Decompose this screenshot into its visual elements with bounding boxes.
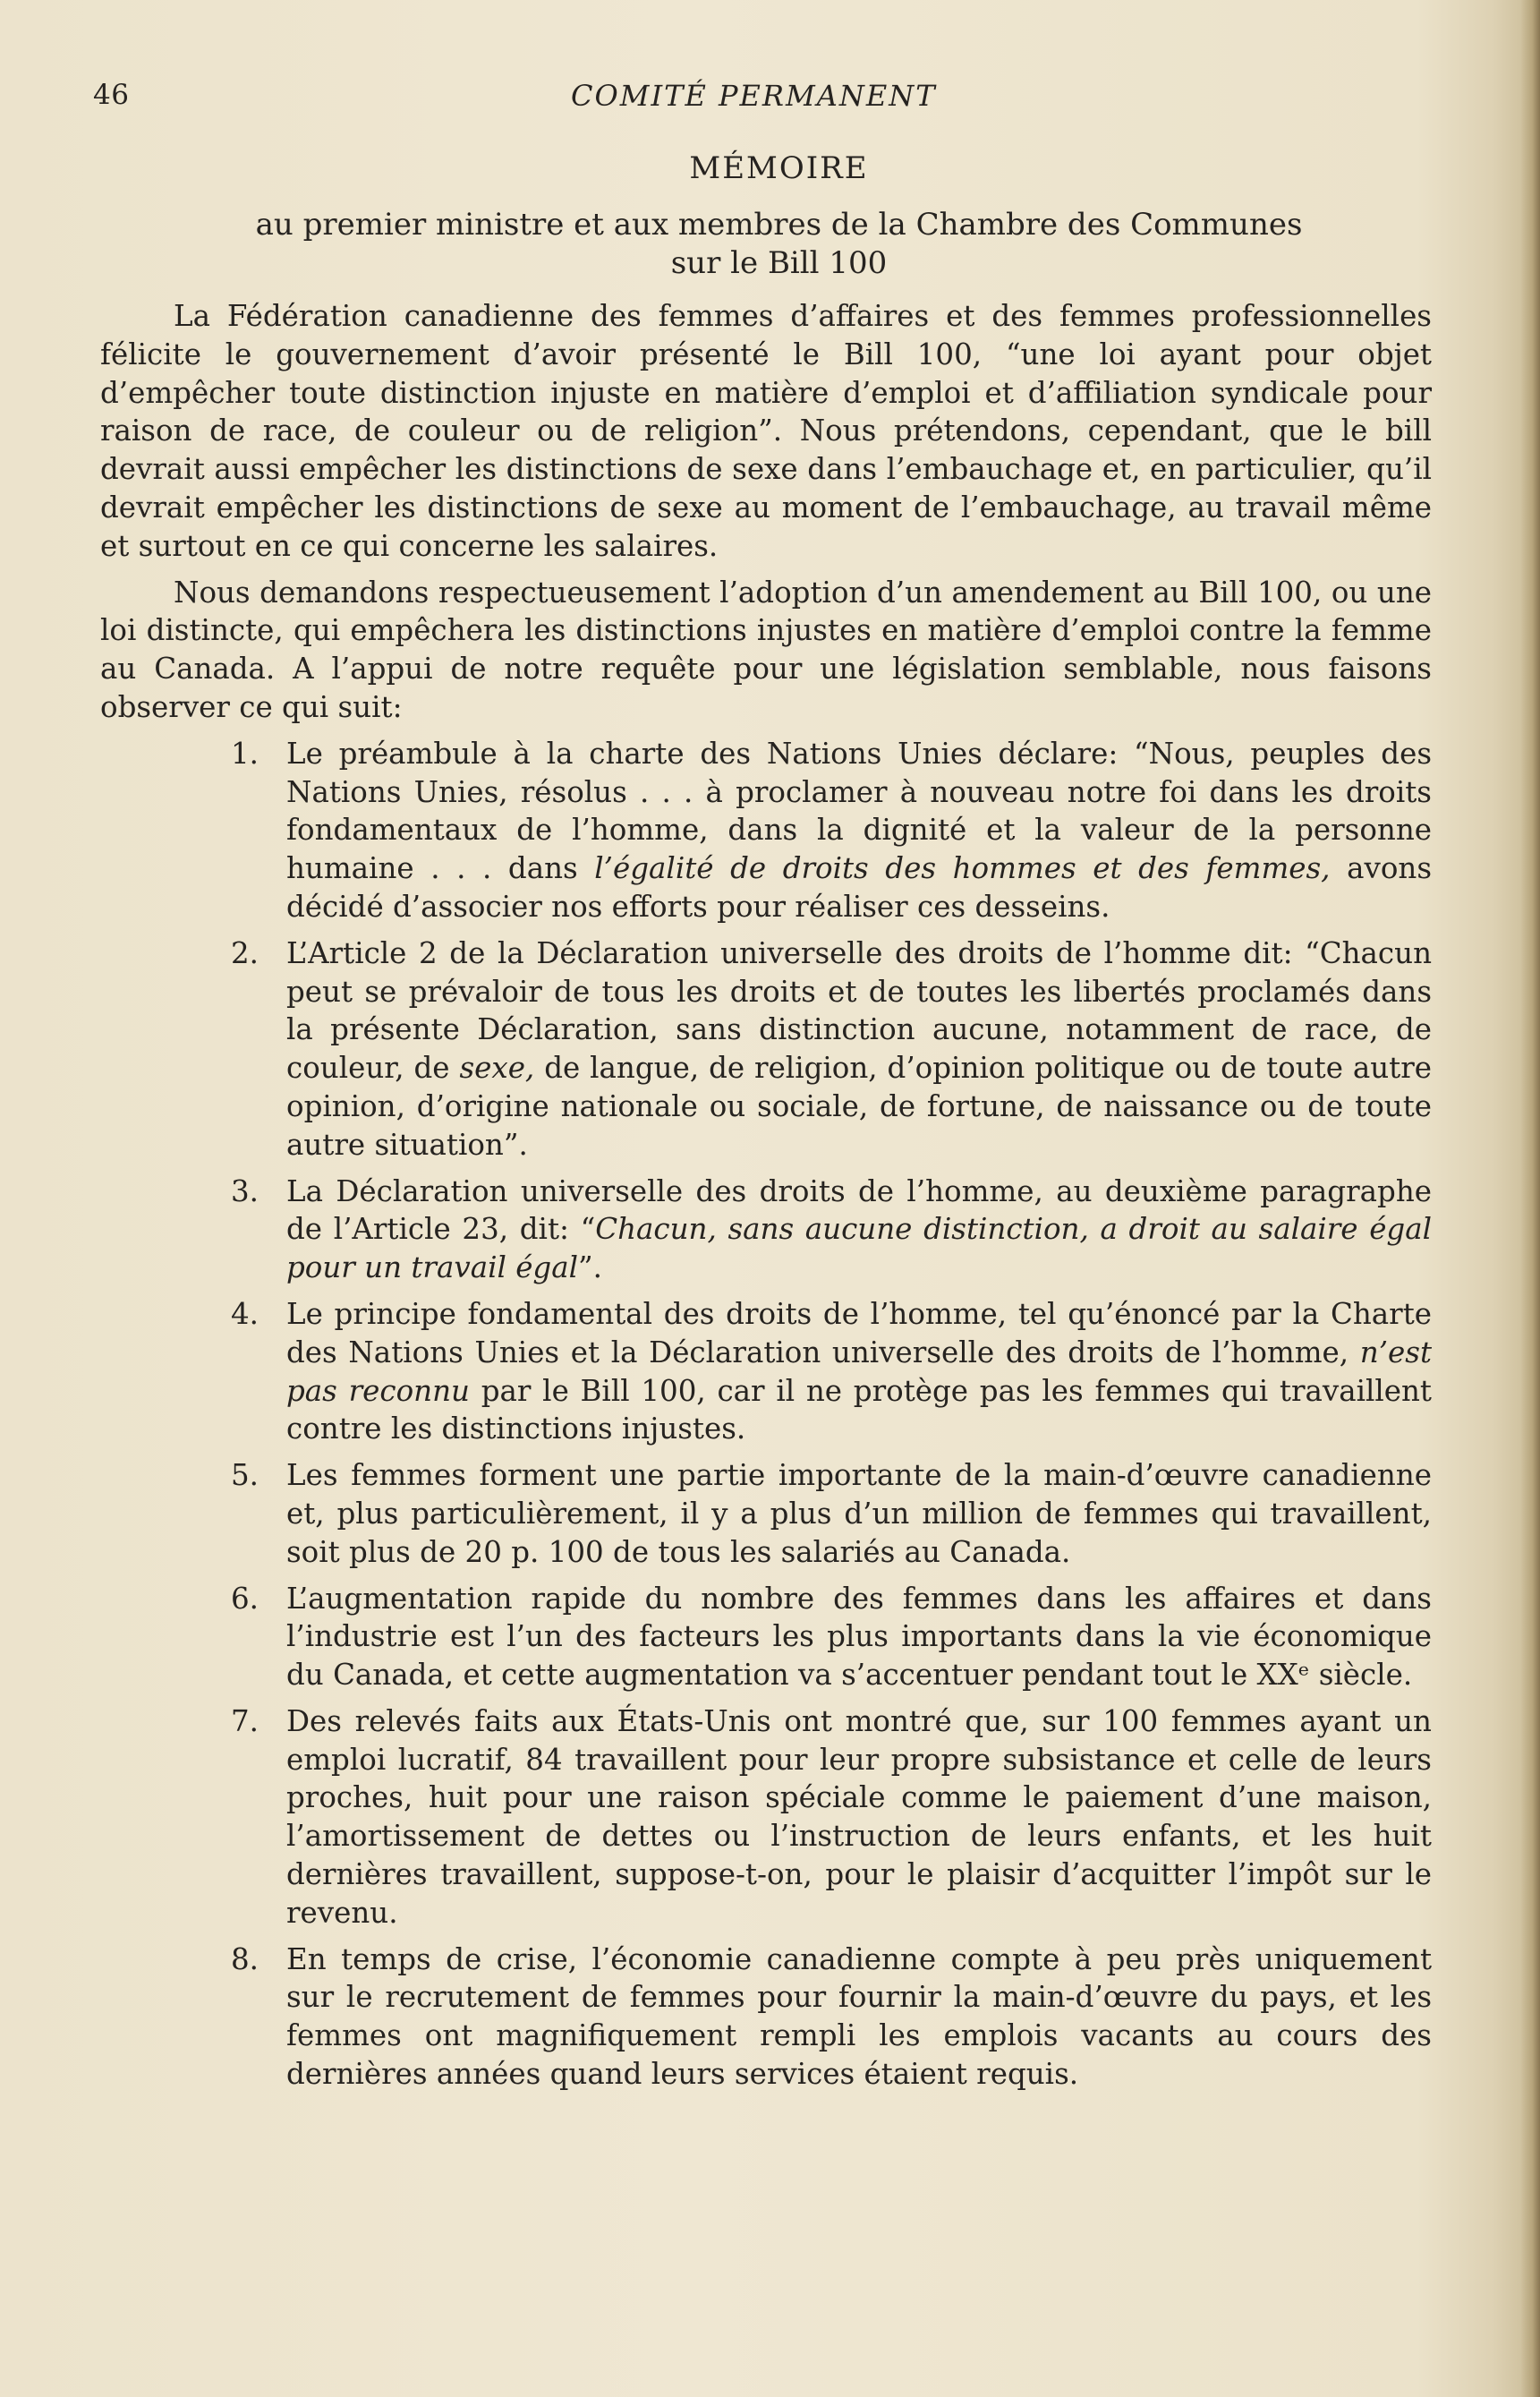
page-number: 46 (93, 79, 130, 111)
list-item-number: 4. (231, 1296, 260, 1331)
list-item (100, 1456, 1432, 1571)
list-item-text: Les femmes forment une partie importante de la main-d’œuvre canadienne et, plus particulièrement, il y a plus d’un million de femmes qui travaillent, soit plus de 20 p. 100 de tous les salariés au Canada. (286, 1458, 1432, 1569)
emphasis: sexe, (459, 1051, 535, 1086)
list-item-number: 7. (231, 1703, 260, 1738)
list-item-number: 1. (231, 736, 260, 771)
list-item (100, 735, 1432, 926)
list-item (100, 1941, 1432, 2094)
memo-body (100, 297, 1432, 2102)
subtitle-line-2: sur le Bill 100 (670, 245, 888, 281)
page-edge-shadow (1520, 0, 1540, 2397)
list-item-text: La Déclaration universelle des droits de l’homme, au deuxième paragraphe de l’Article 23, dit: “Chacun, sans aucune distinction, a droit au salaire égal pour un travail égal”. (286, 1173, 1432, 1285)
list-item-text: L’Article 2 de la Déclaration universelle des droits de l’homme dit: “Chacun peut se prévaloir de tous les droits et de toutes les libertés proclamés dans la présente Déclaration, sans distinction aucune, notamment de race, de couleur, de sexe, de langue, de religion, d’opinion politique ou de toute autre opinion, d’origine nationale ou sociale, de fortune, de naissance ou de toute autre situation”. (286, 935, 1432, 1162)
emphasis: l’égalité de droits des hommes et des femmes, (594, 851, 1331, 886)
list-item-number: 6. (231, 1581, 260, 1616)
subtitle-line-1: au premier ministre et aux membres de la Chambre des Communes (255, 207, 1303, 243)
numbered-list (100, 735, 1432, 2094)
list-item (100, 1295, 1432, 1448)
page-header (93, 79, 1435, 120)
list-item-text: L’augmentation rapide du nombre des femmes dans les affaires et dans l’industrie est l’un des facteurs les plus importants dans la vie économique du Canada, et cette augmentation va s’accentuer pendant tout le XXᵉ siècle. (286, 1581, 1432, 1693)
list-item-number: 5. (231, 1458, 260, 1493)
list-item-text: Des relevés faits aux États-Unis ont montré que, sur 100 femmes ayant un emploi lucratif, 84 travaillent pour leur propre subsistance et celle de leurs proches, huit pour une raison spéciale comme le paiement d’une maison, l’amortissement de dettes ou l’instruction de leurs enfants, et les huit dernières travaillent, suppose-t-on, pour le plaisir d’acquitter l’impôt sur le revenu. (286, 1703, 1432, 1930)
list-item-text: Le préambule à la charte des Nations Unies déclare: “Nous, peuples des Nations Unies, résolus . . . à proclamer à nouveau notre foi dans les droits fondamentaux de l’homme, dans la dignité et la valeur de la personne humaine . . . dans l’égalité de droits des hommes et des femmes, avons décidé d’associer nos efforts pour réaliser ces desseins. (286, 736, 1433, 924)
list-item (100, 934, 1432, 1164)
emphasis: n’est pas reconnu (286, 1335, 1432, 1408)
list-item-number: 8. (231, 1941, 260, 1976)
request-paragraph: Nous demandons respectueusement l’adoption d’un amendement au Bill 100, ou une loi distincte, qui empêchera les distinctions injustes en matière d’emploi contre la femme au Canada. A l’appui de notre requête pour une législation semblable, nous faisons observer ce qui suit: (100, 575, 1432, 724)
memo-subtitle (0, 206, 1540, 283)
emphasis: Chacun, sans aucune distinction, a droit au salaire égal pour un travail égal (286, 1212, 1432, 1285)
list-item-text: En temps de crise, l’économie canadienne compte à peu près uniquement sur le recrutement de femmes pour fournir la main-d’œuvre du pays, et les femmes ont magnifiquement rempli les emplois vacants au cours des dernières années quand leurs services étaient requis. (286, 1941, 1432, 2092)
list-item-text: Le principe fondamental des droits de l’homme, tel qu’énoncé par la Charte des Nations Unies et la Déclaration universelle des droits de l’homme, n’est pas reconnu par le Bill 100, car il ne protège pas les femmes qui travaillent contre les distinctions injustes. (286, 1296, 1432, 1446)
list-item (100, 1580, 1432, 1694)
list-item-number: 3. (231, 1173, 260, 1208)
memo-title: MÉMOIRE (689, 150, 869, 186)
intro-paragraph: La Fédération canadienne des femmes d’affaires et des femmes professionnelles félicite le gouvernement d’avoir présenté le Bill 100, “une loi ayant pour objet d’empêcher toute distinction injuste en matière d’emploi et d’affiliation syndicale pour raison de race, de couleur ou de religion”. Nous prétendons, cependant, que le bill devrait aussi empêcher les distinctions de sexe dans l’embauchage et, en particulier, qu’il devrait empêcher les distinctions de sexe au moment de l’embauchage, au travail même et surtout en ce qui concerne les salaires. (100, 299, 1432, 563)
list-item (100, 1173, 1432, 1287)
list-item (100, 1702, 1432, 1932)
list-item-number: 2. (231, 935, 260, 970)
running-head: COMITÉ PERMANENT (571, 79, 937, 113)
